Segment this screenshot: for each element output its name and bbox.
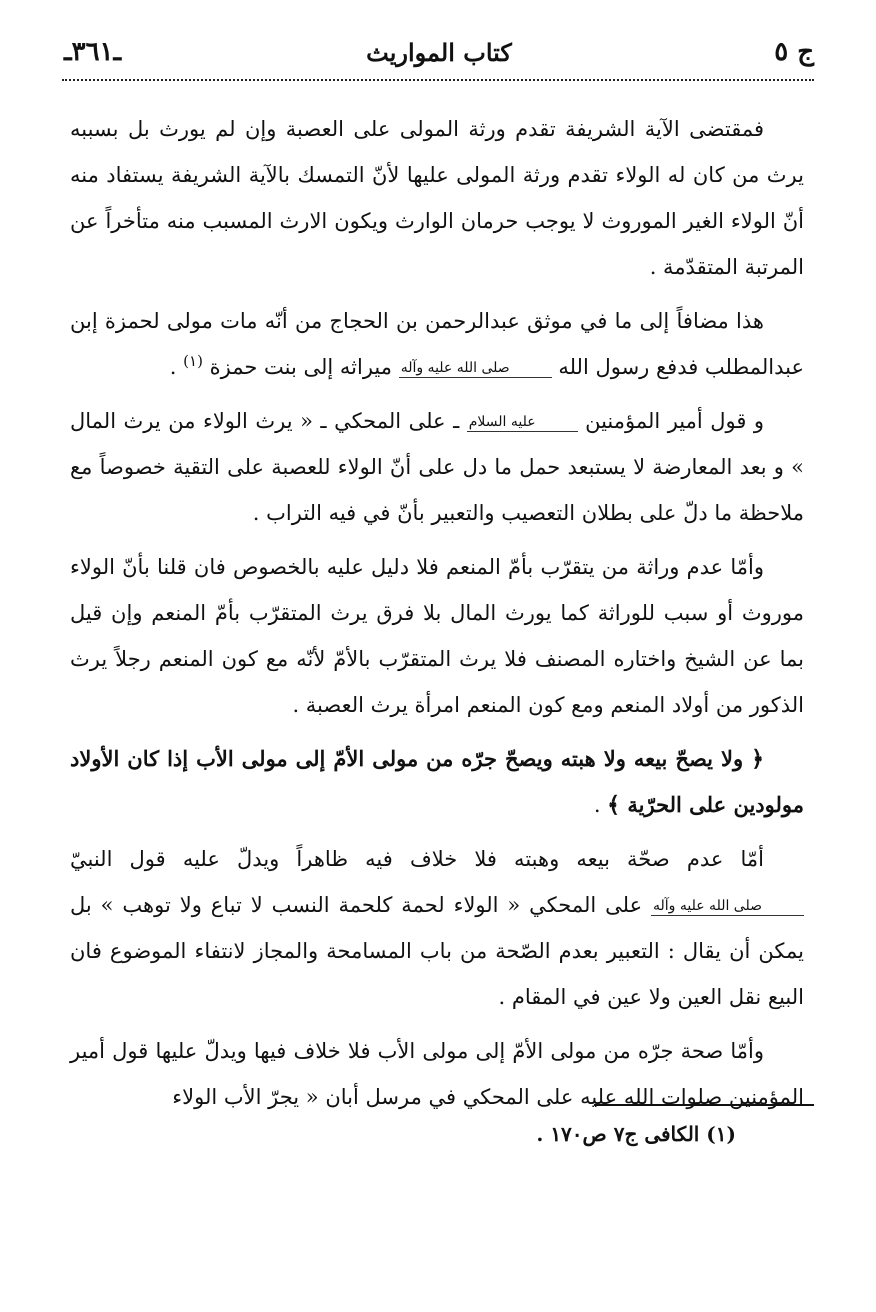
ornate-bracket: ﴾ (607, 792, 621, 818)
paragraph (70, 298, 804, 390)
paragraph-text: ميراثه إلى بنت حمزة (202, 355, 399, 379)
volume-label: ج ٥ (774, 37, 814, 67)
paragraph (70, 836, 804, 1020)
paragraph (70, 736, 804, 828)
paragraph (70, 398, 804, 536)
honorific-glyph: عليه السلام (467, 413, 578, 432)
header-divider (62, 79, 814, 81)
paragraph-text: أمّا عدم صحّة بيعه وهبته فلا خلاف فيه ظاهراً ويدلّ عليه قول النبيّ (70, 847, 764, 871)
paragraph-text: وأمّا صحة جرّه من مولى الأمّ إلى مولى الأب فلا خلاف فيها ويدلّ عليها قول أمير المؤمنين صلوات الله عليه على المحكي في مرسل أبان « يجرّ الأب الولاء (70, 1039, 804, 1109)
page-header (64, 30, 814, 74)
paragraph-text: وأمّا عدم وراثة من يتقرّب بأمّ المنعم فلا دليل عليه بالخصوص فان قلنا بأنّ الولاء موروث أو سبب للوراثة كما يورث المال بلا فرق يرث المتقرّب بأمّ المنعم وإن قيل بما عن الشيخ واختاره المصنف فلا يرث المتقرّب بالأمّ لأنّه مع كون المنعم رجلاً يرث الذكور من أولاد المنعم ومع كون المنعم امرأة يرث العصبة . (70, 555, 804, 717)
footnote-marker: (١) (183, 352, 203, 370)
book-title: كتاب المواريث (366, 37, 512, 67)
paragraph (70, 1028, 804, 1120)
footnote: (١) الكافى ج٧ ص١٧٠ . (536, 1122, 736, 1146)
paragraph-text: . (169, 355, 184, 379)
paragraph-text: ـ على المحكي ـ « يرث الولاء من يرث المال » و بعد المعارضة لا يستبعد حمل ما دل على أنّ الولاء للعصبة على التقية خصوصاً مع ملاحظة ما دلّ على بطلان التعصيب والتعبير بأنّ في فيه التراب . (70, 409, 804, 525)
paragraph-text: فمقتضى الآية الشريفة تقدم ورثة المولى على العصبة وإن لم يورث بل بسببه يرث من كان له الولاء تقدم ورثة المولى عليها لأنّ التمسك بالآية الشريفة يستفاد منه أنّ الولاء الغير الموروث لا يوجب حرمان الوارث ويكون الارث المسبب منه متأخراً عن المرتبة المتقدّمة . (70, 117, 804, 279)
paragraph (70, 544, 804, 728)
paragraph-text: . (593, 793, 608, 817)
honorific-glyph: صلى الله عليه وآله (399, 359, 552, 378)
footnote-divider (594, 1104, 814, 1106)
page-number: ـ٣٦١ـ (64, 37, 122, 67)
paragraph (70, 106, 804, 290)
paragraph-text: على المحكي « الولاء لحمة كلحمة النسب لا تباع ولا توهب » بل يمكن أن يقال : التعبير بعدم الصّحة من باب المسامحة والمجاز لانتفاء الموضوع فان البيع نقل العين ولا عين في المقام . (70, 893, 804, 1009)
paragraph-text: و قول أمير المؤمنين (577, 409, 765, 433)
honorific-glyph: صلى الله عليه وآله (651, 897, 804, 916)
paragraph-text: هذا مضافاً إلى ما في موثق عبدالرحمن بن الحجاج من أنّه مات مولى لحمزة إبن عبدالمطلب فدفع رسول الله (70, 309, 804, 379)
ornate-bracket: ﴿ (751, 746, 764, 772)
body-text (70, 106, 804, 1128)
matn-text: ولا يصحّ بيعه ولا هبته ويصحّ جرّه من مولى الأمّ إلى مولى الأب إذا كان الأولاد مولودين على الحرّية (70, 746, 804, 817)
